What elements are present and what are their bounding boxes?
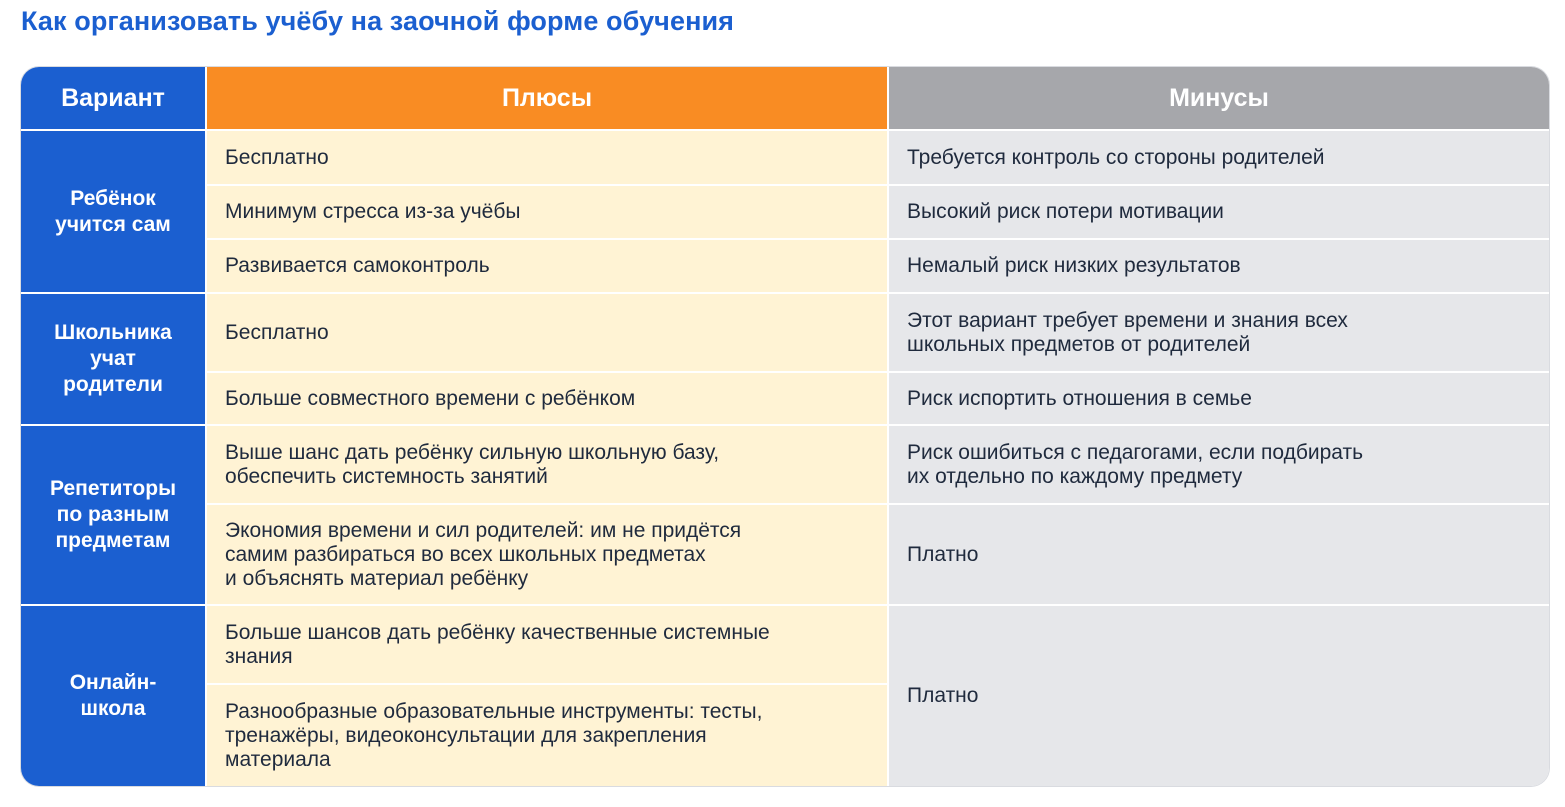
- cons-cell: Высокий риск потери мотивации: [889, 186, 1549, 238]
- variant-parents: Школьника учат родители: [21, 294, 205, 424]
- pros-cell: [207, 373, 887, 424]
- pros-text: Минимум стресса из-за учёбы: [225, 200, 521, 223]
- pros-text: Разнообразные образовательные инструменты: тесты, тренажёры, видеоконсультации для закрепления материала: [225, 699, 763, 771]
- cons-cell: Этот вариант требует времени и знания всех школьных предметов от родителей: [889, 294, 1549, 371]
- pros-cell: [207, 685, 887, 786]
- header-pros: Плюсы: [207, 67, 887, 129]
- cons-cell: Требуется контроль со стороны родителей: [889, 131, 1549, 184]
- pros-cell: [207, 240, 887, 292]
- page-title: Как организовать учёбу на заочной форме обучения: [21, 6, 735, 36]
- pros-cell: [207, 606, 887, 683]
- pros-cell: [207, 426, 887, 503]
- pros-text: Больше шансов дать ребёнку качественные системные знания: [225, 620, 770, 668]
- pros-text: Бесплатно: [225, 320, 329, 344]
- variant-tutors: Репетиторы по разным предметам: [21, 426, 205, 604]
- comparison-table: [21, 67, 1549, 786]
- pros-text: Выше шанс дать ребёнку сильную школьную базу, обеспечить системность занятий: [225, 440, 720, 488]
- header-variant: Вариант: [21, 67, 205, 129]
- pros-cell: [207, 186, 887, 238]
- pros-cell: [207, 131, 887, 184]
- pros-cell: [207, 505, 887, 604]
- variant-online-school: Онлайн- школа: [21, 606, 205, 786]
- cons-cell: Платно: [889, 505, 1549, 604]
- pros-text: Больше совместного времени с ребёнком: [225, 386, 636, 410]
- pros-text: Развивается самоконтроль: [225, 254, 490, 277]
- cons-cell: Риск испортить отношения в семье: [889, 373, 1549, 424]
- pros-text: Бесплатно: [225, 145, 329, 169]
- cons-cell: Риск ошибиться с педагогами, если подбирать их отдельно по каждому предмету: [889, 426, 1549, 503]
- header-cons: Минусы: [889, 67, 1549, 129]
- variant-self-study: Ребёнок учится сам: [21, 131, 205, 292]
- pros-text: Экономия времени и сил родителей: им не придётся самим разбираться во всех школьных предметах и объяснять материал ребёнку: [225, 518, 742, 590]
- cons-cell: Немалый риск низких результатов: [889, 240, 1549, 292]
- cons-cell: Платно: [889, 606, 1549, 786]
- pros-cell: [207, 294, 887, 371]
